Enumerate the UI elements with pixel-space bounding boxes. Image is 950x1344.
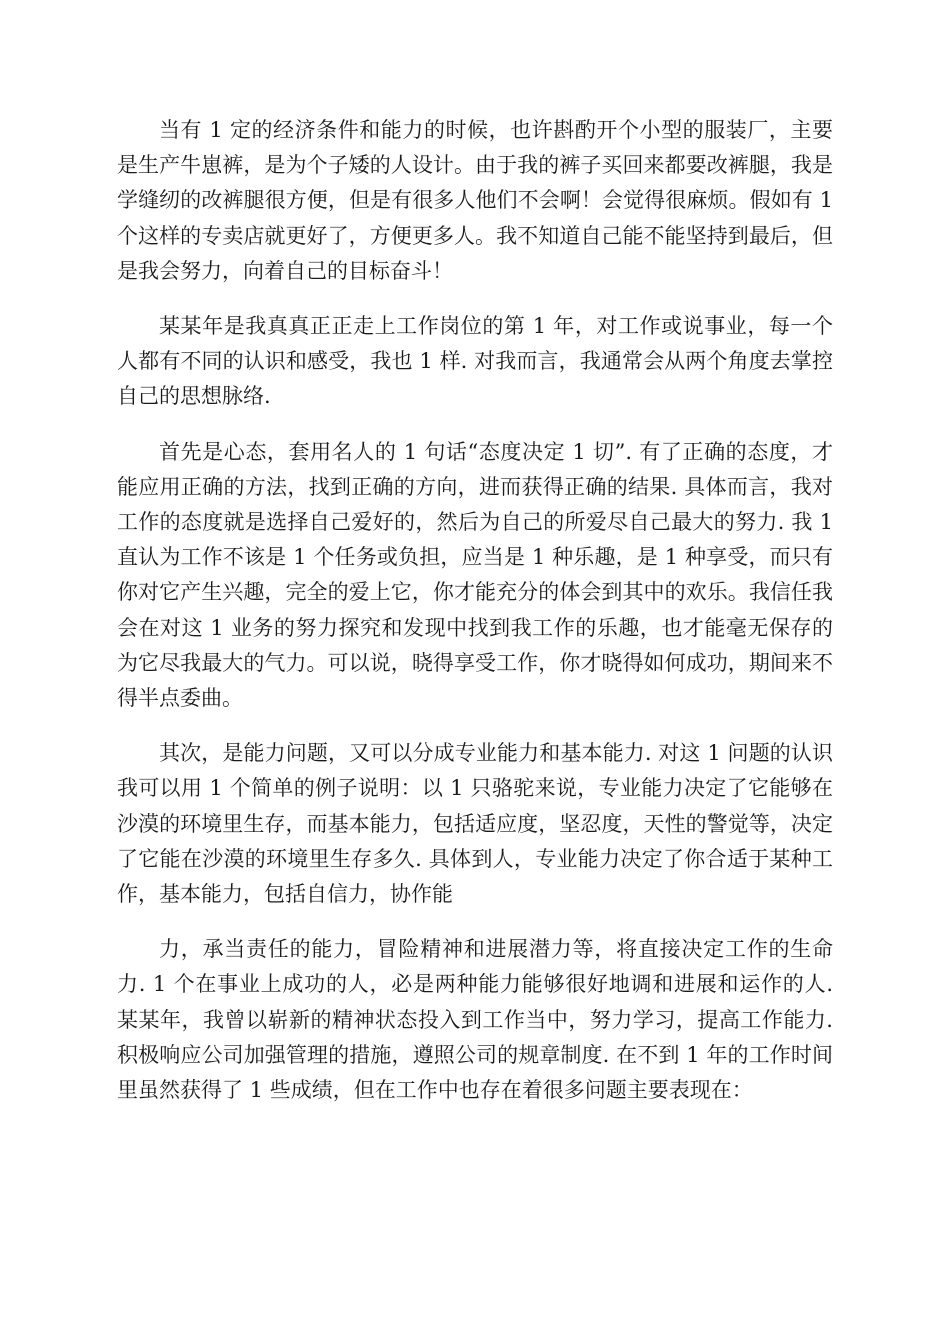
paragraph-first-year: 某某年是我真真正正走上工作岗位的第 1 年，对工作或说事业，每一个人都有不同的认识和感受，我也 1 样. 对我而言，我通常会从两个角度去掌控自己的思想脉络. [117, 314, 833, 409]
document-body [117, 113, 833, 1128]
paragraph-attitude: 首先是心态，套用名人的 1 句话“态度决定 1 切”. 有了正确的态度，才能应用正确的方法，找到正确的方向，进而获得正确的结果. 具体而言，我对工作的态度就是选择自己爱好的，然后为自己的所爱尽自己最大的努力. 我 1 直认为工作不该是 1 个任务或负担，应当是 1 种乐趣，是 1 种享受，而只有你对它产生兴趣，完全的爱上它，你才能充分的体会到其中的欢乐。我信任我会在对这 1 业务的努力探究和发现中找到我工作的乐趣，也才能毫无保存的为它尽我最大的气力。可以说，晓得享受工作，你才晓得如何成功，期间来不得半点委曲。 [117, 439, 833, 711]
paragraph-business-plan: 当有 1 定的经济条件和能力的时候，也许斟酌开个小型的服装厂，主要是生产牛崽裤，是为个子矮的人设计。由于我的裤子买回来都要改裤腿，我是学缝纫的改裤腿很方便，但是有很多人他们不会啊！会觉得很麻烦。假如有 1 个这样的专卖店就更好了，方便更多人。我不知道自己能不能坚持到最后，但是我会努力，向着自己的目标奋斗！ [117, 118, 833, 283]
paragraph-ability-continued: 力，承当责任的能力，冒险精神和进展潜力等，将直接决定工作的生命力. 1 个在事业上成功的人，必是两种能力能够很好地调和进展和运作的人. 某某年，我曾以崭新的精神状态投入到工作当中，努力学习，提高工作能力. 积极响应公司加强管理的措施，遵照公司的规章制度. 在不到 1 年的工作时间里虽然获得了 1 些成绩，但在工作中也存在着很多问题主要表现在： [117, 937, 833, 1103]
paragraph-ability: 其次，是能力问题，又可以分成专业能力和基本能力. 对这 1 问题的认识我可以用 1 个简单的例子说明：以 1 只骆驼来说，专业能力决定了它能够在沙漠的环境里生存，而基本能力，包括适应度，坚忍度，天性的警觉等，决定了它能在沙漠的环境里生存多久. 具体到人，专业能力决定了你合适于某种工作，基本能力，包括自信力，协作能 [117, 741, 833, 907]
